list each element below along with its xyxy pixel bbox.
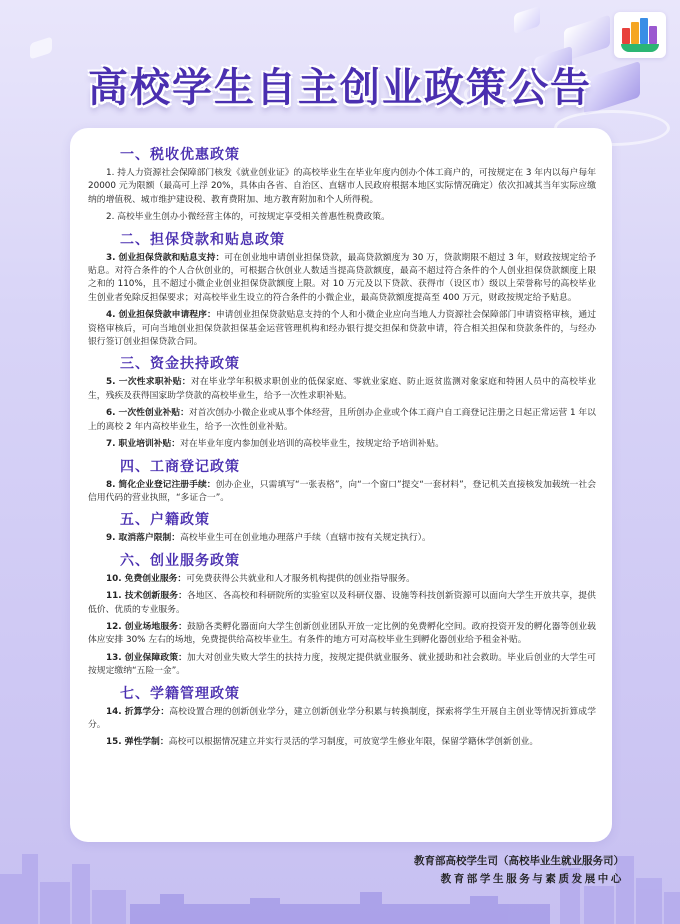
policy-item-label: 12. 创业场地服务： xyxy=(106,621,187,632)
policy-item xyxy=(88,590,596,617)
policy-section xyxy=(88,353,596,451)
policy-item-text: 可在创业地申请创业担保贷款，最高贷款额度为 30 万，贷款期限不超过 3 年，财政按规定给予贴息。对符合条件的个人合伙创业的，可根据合伙创业人数适当提高贷款额度，最高不超过符合条件的个人创业担保贷款额度上限之和的 110%，且不超过小微企业创业担保贷款额度上限。对 10 万元及以下贷款、获得市（设区市）级以上荣誉称号的高校毕业生创业者免除反担保要求；对高校毕业生设立的符合条件的小微企业，最高贷款额度提高至 400 万元，财政按规定给予贴息。 xyxy=(88,252,596,303)
policy-item-text: 可免费获得公共就业和人才服务机构提供的创业指导服务。 xyxy=(186,573,415,584)
policy-section xyxy=(88,509,596,545)
section-title: 二、担保贷款和贴息政策 xyxy=(120,231,285,248)
emblem-logo xyxy=(614,12,666,58)
policy-item xyxy=(88,211,596,224)
policy-item xyxy=(88,309,596,349)
section-title: 一、税收优惠政策 xyxy=(120,147,240,163)
policy-section xyxy=(88,683,596,750)
policy-item-label: 3. 创业担保贷款和贴息支持： xyxy=(106,252,225,263)
policy-item-text: 对在毕业年度内参加创业培训的高校毕业生，按规定给予培训补贴。 xyxy=(180,439,445,450)
policy-item-text: 对在毕业学年积极求职创业的低保家庭、零就业家庭、防止返贫监测对象家庭和特困人员中的高校毕业生，残疾及获得国家助学贷款的高校毕业生，给予一次性求职补贴。 xyxy=(88,377,596,401)
policy-section xyxy=(88,550,596,679)
issuer-line-2: 教育部学生服务与素质发展中心 xyxy=(440,873,624,885)
section-title: 五、户籍政策 xyxy=(120,512,210,529)
policy-item xyxy=(88,252,596,306)
policy-card xyxy=(70,128,612,842)
policy-item-text: 创办企业，只需填写“一张表格”，向“一个窗口”提交“一套材料”，登记机关直接核发加载统一社会信用代码的营业执照，“多证合一”。 xyxy=(88,479,596,503)
policy-item-label: 5. 一次性求职补贴： xyxy=(106,377,191,388)
policy-item-label: 13. 创业保障政策： xyxy=(106,652,187,663)
policy-item xyxy=(88,706,596,733)
page-title: 高校学生自主创业政策公告 xyxy=(88,64,592,111)
policy-item-label: 6. 一次性创业补贴： xyxy=(106,408,189,419)
issuer-line-1: 教育部高校学生司（高校毕业生就业服务司） xyxy=(414,855,624,867)
policy-item xyxy=(88,573,596,586)
policy-item-text: 对首次创办小微企业或从事个体经营，且所创办企业或个体工商户自工商登记注册之日起正常运营 1 年以上的离校 2 年内高校毕业生，给予一次性创业补贴。 xyxy=(88,408,596,432)
policy-item xyxy=(88,376,596,403)
policy-item-text: 1. 持人力资源社会保障部门核发《就业创业证》的高校毕业生在毕业年度内创办个体工商户的，可按规定在 3 年内以每户每年 20000 元为限额（最高可上浮 20%，具体由各省、自治区、直辖市人民政府根据本地区实际情况确定）依次扣减其当年实际应缴纳的增值税、城市维护建设税、教育费附加、地方教育附加和个人所得税。 xyxy=(88,168,596,205)
policy-item-label: 8. 简化企业登记注册手续： xyxy=(106,479,216,490)
policy-item-text: 申请创业担保贷款贴息支持的个人和小微企业应向当地人力资源社会保障部门申请资格审核，通过资格审核后，可向当地创业担保贷款担保基金运营管理机构和经办银行提交担保和贷款申请，符合相关担保和贷款条件的，与经办银行签订创业担保贷款合同。 xyxy=(88,310,596,348)
policy-item-text: 鼓励各类孵化器面向大学生创新创业团队开放一定比例的免费孵化空间。政府投资开发的孵化器等创业载体应安排 30% 左右的场地，免费提供给高校毕业生。有条件的地方可对高校毕业生到孵化器创业给予租金补贴。 xyxy=(88,621,596,646)
policy-item xyxy=(88,407,596,434)
section-title: 七、学籍管理政策 xyxy=(120,685,240,702)
policy-item xyxy=(88,438,596,451)
policy-item xyxy=(88,621,596,648)
policy-item xyxy=(88,652,596,679)
policy-item-text: 高校毕业生可在创业地办理落户手续（直辖市按有关规定执行）。 xyxy=(180,533,431,544)
section-title: 六、创业服务政策 xyxy=(120,552,240,569)
issuer-footer xyxy=(414,852,624,888)
policy-section xyxy=(88,229,596,350)
policy-item-label: 7. 职业培训补贴： xyxy=(106,439,181,450)
section-title: 三、资金扶持政策 xyxy=(120,356,240,373)
policy-section xyxy=(88,144,596,225)
policy-item-label: 15. 弹性学制： xyxy=(106,737,169,748)
policy-item xyxy=(88,736,596,749)
policy-item xyxy=(88,532,596,545)
policy-item-text: 加大对创业失败大学生的扶持力度，按规定提供就业服务、就业援助和社会救助。毕业后创业的大学生可按规定缴纳“五险一金”。 xyxy=(88,652,596,677)
policy-item-label: 4. 创业担保贷款申请程序： xyxy=(106,310,216,321)
section-title: 四、工商登记政策 xyxy=(120,458,240,475)
policy-item-label: 11. 技术创新服务： xyxy=(106,591,187,602)
policy-item-text: 2. 高校毕业生创办小微经营主体的，可按规定享受相关普惠性税费政策。 xyxy=(106,212,390,223)
policy-section xyxy=(88,456,596,506)
policy-item-text: 各地区、各高校和科研院所的实验室以及科研仪器、设施等科技创新资源可以面向大学生开放共享，提供低价、优质的专业服务。 xyxy=(88,591,596,615)
policy-item xyxy=(88,167,596,207)
policy-item-label: 9. 取消落户限制： xyxy=(106,533,181,544)
policy-item-label: 14. 折算学分： xyxy=(106,706,170,717)
policy-item-label: 10. 免费创业服务： xyxy=(106,573,187,584)
policy-item xyxy=(88,479,596,506)
decor-cube xyxy=(514,6,540,34)
policy-item-text: 高校可以根据情况建立并实行灵活的学习制度，可放宽学生修业年限，保留学籍休学创新创业。 xyxy=(168,737,539,748)
policy-item-text: 高校设置合理的创新创业学分，建立创新创业学分积累与转换制度，探索将学生开展自主创业等情况折算成学分。 xyxy=(88,706,596,730)
